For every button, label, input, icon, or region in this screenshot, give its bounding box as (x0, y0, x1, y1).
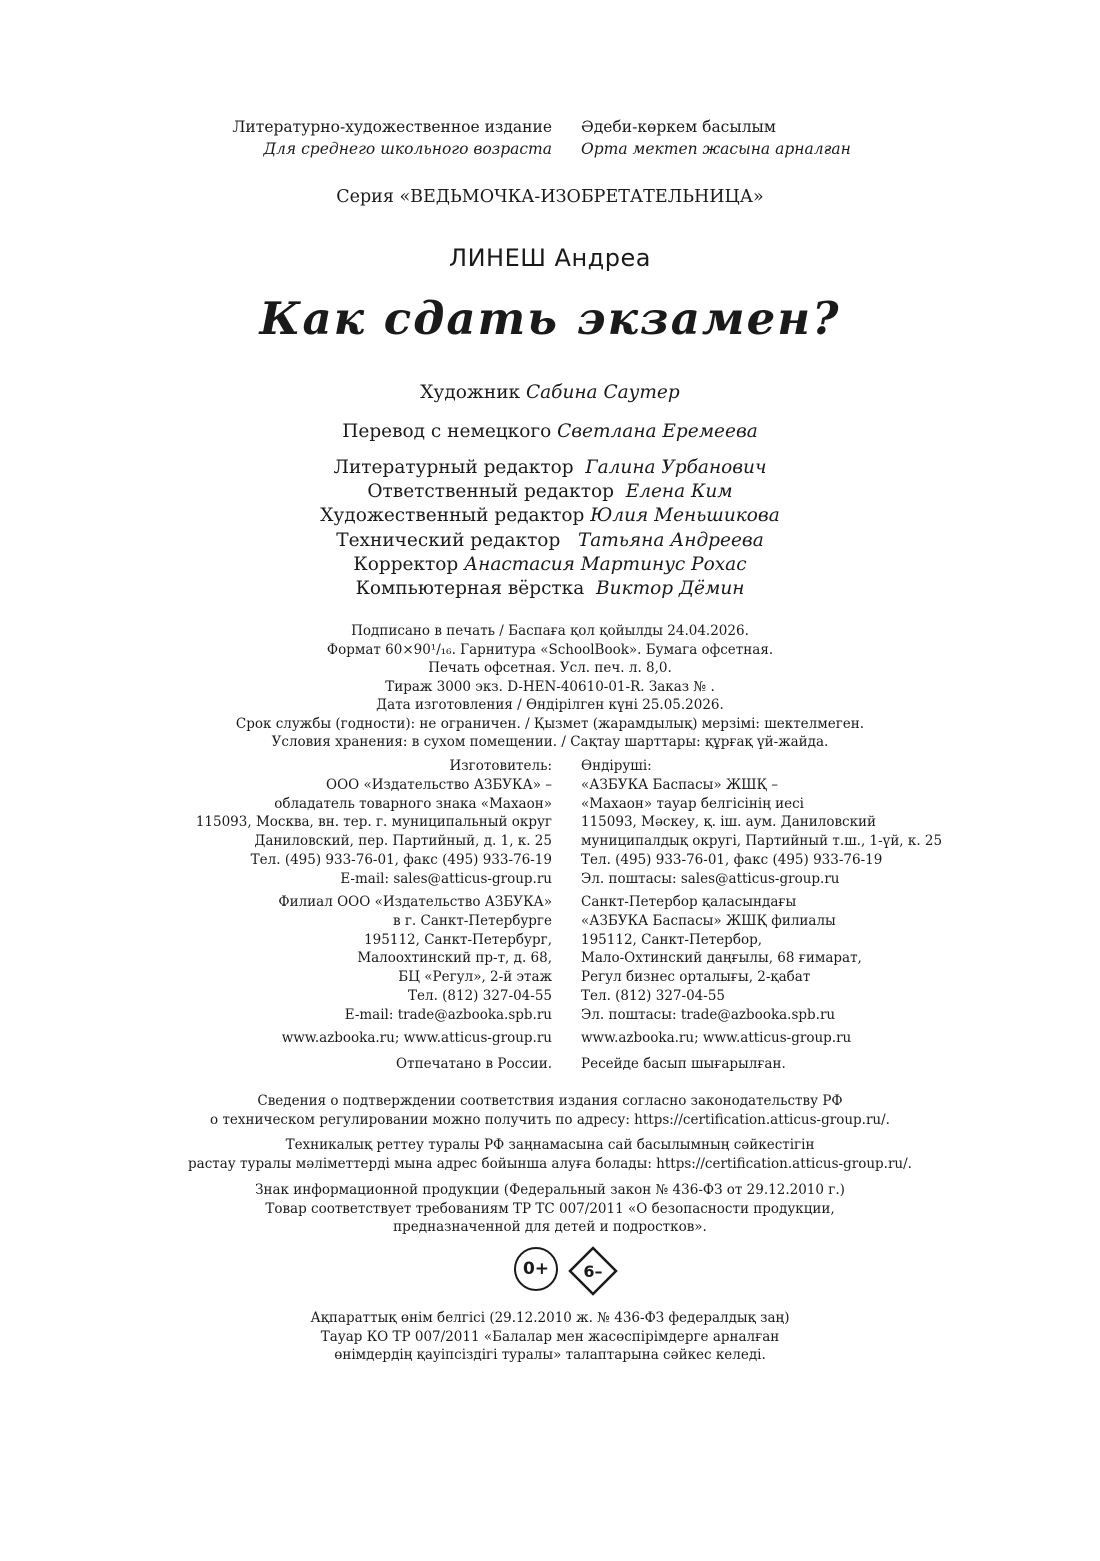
series-title: Серия «ВЕДЬМОЧКА-ИЗОБРЕТАТЕЛЬНИЦА» (336, 187, 764, 207)
websites-ru: www.azbooka.ru; www.atticus-group.ru (281, 1030, 552, 1046)
branch-ru: Филиал ООО «Издательство АЗБУКА» в г. Санкт-Петербурге 195112, Санкт-Петербург, Малоохтинский пр-т, д. 68, БЦ «Регул», 2-й этаж Тел. (812) 327-04-55 E-mail: trade@azbooka.spb.ru (278, 894, 552, 1023)
printed-in-ru: Отпечатано в России. (396, 1056, 552, 1072)
imprint-line: Формат 60×90¹/₁₆. Гарнитура «SchoolBook». Бумага офсетная. (326, 641, 774, 658)
info-sign-kz: Ақпараттық өнім белгісі (29.12.2010 ж. № 436-ФЗ федералдық заң) Тауар КО ТР 007/2011 «Балалар мен жасөспірімдерге арналған өнімдердің қауіпсіздігі туралы» талаптарына сәйкес келеді. (310, 1310, 790, 1363)
info-sign-ru: Знак информационной продукции (Федеральный закон № 436-ФЗ от 29.12.2010 г.) Товар соответствует требованиям ТР ТС 007/2011 «О безопасности продукции, предназначенной для детей и подростков». (255, 1182, 845, 1235)
imprint-line: Дата изготовления / Өндірілген күні 25.05.2026. (376, 697, 724, 713)
imprint-line: Тираж 3000 экз. D-HEN-40610-01-R. Заказ № . (385, 678, 715, 695)
age-rating-badges (512, 1246, 622, 1296)
editor-line: Технический редактор Татьяна Андреева (336, 529, 764, 551)
certification-kz: Техникалық реттеу туралы РФ заңнамасына сай басылымның сәйкестігін растау туралы мәліметтерді мына адрес бойынша алуға болады: https://certification.atticus-group.ru/. (188, 1137, 912, 1172)
classification-ru-line1: Литературно-художественное издание (232, 118, 552, 136)
author-name: ЛИНЕШ Андреа (449, 244, 651, 272)
translator-label: Перевод с немецкого (342, 421, 552, 442)
age-badge-diamond-label: 6– (583, 1261, 603, 1281)
editors-list (0, 456, 1100, 601)
classification-kz-line2: Орта мектеп жасына арналған (581, 140, 851, 158)
artist-name: Сабина Саутер (525, 382, 680, 403)
editor-line: Компьютерная вёрстка Виктор Дёмин (355, 578, 745, 600)
imprint-line: Условия хранения: в сухом помещении. / Сақтау шарттары: құрғақ үй-жайда. (271, 734, 829, 750)
imprint-line: Печать офсетная. Усл. печ. л. 8,0. (428, 660, 672, 676)
editor-line: Художественный редактор Юлия Меньшикова (320, 505, 780, 527)
editor-line: Корректор Анастасия Мартинус Рохас (353, 553, 747, 575)
classification-kz-line1: Әдеби-көркем басылым (581, 118, 776, 136)
editor-line: Ответственный редактор Елена Ким (367, 481, 733, 503)
imprint-line: Срок службы (годности): не ограничен. / Қызмет (жарамдылық) мерзімі: шектелмеген. (235, 715, 865, 732)
imprint-details (0, 622, 1100, 752)
translator-name: Светлана Еремеева (557, 421, 758, 442)
manufacturer-kz: Өндіруші: «АЗБУКА Баспасы» ЖШҚ – «Махаон» тауар белгісінің иесі 115093, Мәскеу, қ. іш. аум. Даниловский муниципалдық округі, Партийный т.ш., 1-үй, к. 25 Тел. (495) 933-76-01, факс (495) 933-76-19 Эл. поштасы: sales@atticus-group.ru (581, 758, 943, 887)
translator-credit (0, 421, 1100, 442)
artist-label: Художник (420, 382, 521, 403)
imprint-line: Подписано в печать / Баспаға қол қойылды 24.04.2026. (351, 623, 749, 639)
branch-kz: Санкт-Петербор қаласындағы «АЗБУКА Баспасы» ЖШҚ филиалы 195112, Санкт-Петербор, Мало-Охтинский даңғылы, 68 ғимарат, Регул бизнес орталығы, 2-қабат Тел. (812) 327-04-55 Эл. поштасы: trade@azbooka.spb.ru (581, 894, 862, 1023)
printed-in-kz: Ресейде басып шығарылған. (581, 1056, 786, 1072)
editor-line: Литературный редактор Галина Урбанович (333, 457, 767, 478)
age-badge-diamond (568, 1246, 618, 1296)
artist-credit (0, 382, 1100, 403)
classification-ru-line2: Для среднего школьного возраста (263, 140, 552, 158)
age-badge-circle: 0+ (514, 1247, 558, 1291)
websites-kz: www.azbooka.ru; www.atticus-group.ru (581, 1030, 852, 1046)
manufacturer-ru: Изготовитель: ООО «Издательство АЗБУКА» – обладатель товарного знака «Махаон» 115093, Москва, вн. тер. г. муниципальный округ Даниловский, пер. Партийный, д. 1, к. 25 Тел. (495) 933-76-01, факс (495) 933-76-19 E-mail: sales@atticus-group.ru (195, 758, 552, 887)
certification-ru: Сведения о подтверждении соответствия издания согласно законодательству РФ о техническом регулировании можно получить по адресу: https://certification.atticus-group.ru/. (210, 1093, 890, 1128)
book-title: Как сдать экзамен? (259, 292, 841, 345)
